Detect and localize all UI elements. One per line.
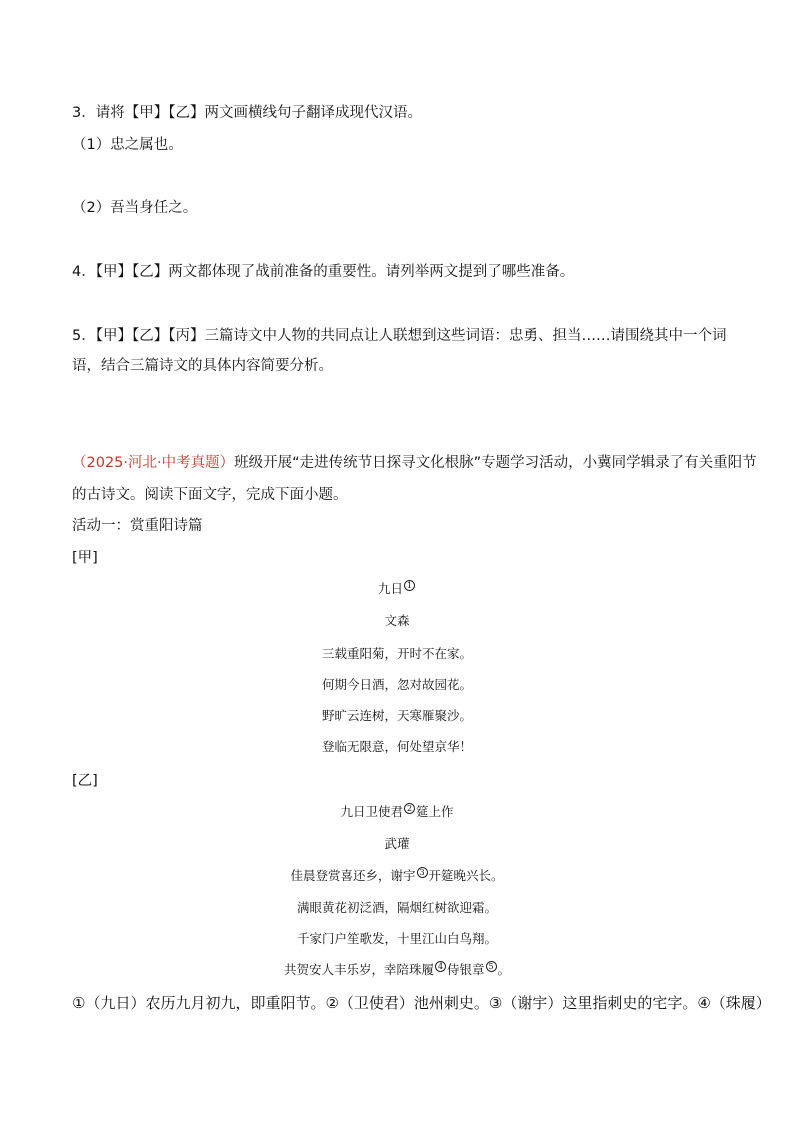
note-mark-1: 1	[404, 580, 415, 591]
poem-yi-title	[0, 803, 794, 821]
question-5-line-1: 5．【甲】【乙】【丙】三篇诗文中人物的共同点让人联想到这些词语：忠勇、担当……请围绕其中一个词	[72, 328, 727, 344]
activity-title: 活动一：赏重阳诗篇	[72, 518, 203, 534]
question-5-line-2: 语，结合三篇诗文的具体内容简要分析。	[72, 358, 333, 374]
intro-line-1	[72, 453, 757, 473]
poem-yi-line-3: 千家门户笙歌发，十里江山白鸟翔。	[296, 931, 497, 946]
footnotes: ①（九日）农历九月初九，即重阳节。②（卫使君）池州刺史。③（谢宇）这里指刺史的宅字。④（珠履）	[72, 994, 771, 1012]
poem-yi-title-b: 筵上作	[416, 804, 454, 820]
source-tag: （2025·河北·中考真题）	[72, 455, 235, 471]
poem-jia-line-3: 野旷云连树，天寒雁聚沙。	[321, 708, 472, 723]
note-mark-4: 4	[435, 961, 446, 972]
poem-yi-line-4-a: 共贺安人丰乐岁，幸陪珠履	[283, 962, 434, 978]
poem-jia-title-text: 九日	[377, 581, 403, 597]
poem-yi-line-4	[0, 961, 794, 979]
poem-jia-title	[0, 580, 794, 598]
intro-text-1: 班级开展“走进传统节日探寻文化根脉”专题学习活动，小冀同学辑录了有关重阳节	[234, 455, 757, 471]
poem-yi-title-a: 九日卫使君	[340, 804, 403, 820]
poem-yi-line-2: 满眼黄花初泛酒，隔烟红树欲迎霜。	[296, 900, 497, 915]
poem-jia-line-2: 何期今日酒，忽对故园花。	[321, 677, 472, 692]
poem-yi-author: 武瓘	[384, 836, 410, 851]
poem-yi-line-1	[0, 867, 794, 885]
poem-jia-author: 文森	[384, 613, 410, 628]
poem-jia-line-4: 登临无限意，何处望京华！	[321, 739, 472, 754]
intro-line-2: 的古诗文。阅读下面文字，完成下面小题。	[72, 487, 348, 503]
note-mark-2: 2	[404, 803, 415, 814]
note-mark-3: 3	[417, 867, 428, 878]
poem-jia-label: [甲]	[72, 550, 98, 566]
question-3-item-2: （2）吾当身任之。	[72, 200, 198, 216]
poem-yi-label: [乙]	[72, 773, 98, 789]
poem-yi-line-1-a: 佳晨登赏喜还乡，谢宇	[290, 868, 416, 884]
poem-yi-line-4-end: 。	[497, 962, 511, 978]
note-mark-5: 5	[486, 961, 497, 972]
poem-yi-line-4-b: 侍银章	[446, 962, 485, 978]
poem-jia-line-1: 三载重阳菊，开时不在家。	[321, 646, 472, 661]
question-4: 4．【甲】【乙】两文都体现了战前准备的重要性。请列举两文提到了哪些准备。	[72, 264, 575, 280]
question-3-item-1: （1）忠之属也。	[72, 137, 183, 153]
poem-yi-line-1-b: 开筵晚兴长。	[428, 868, 504, 884]
question-3-title: 3．请将【甲】【乙】两文画横线句子翻译成现代汉语。	[72, 105, 422, 121]
